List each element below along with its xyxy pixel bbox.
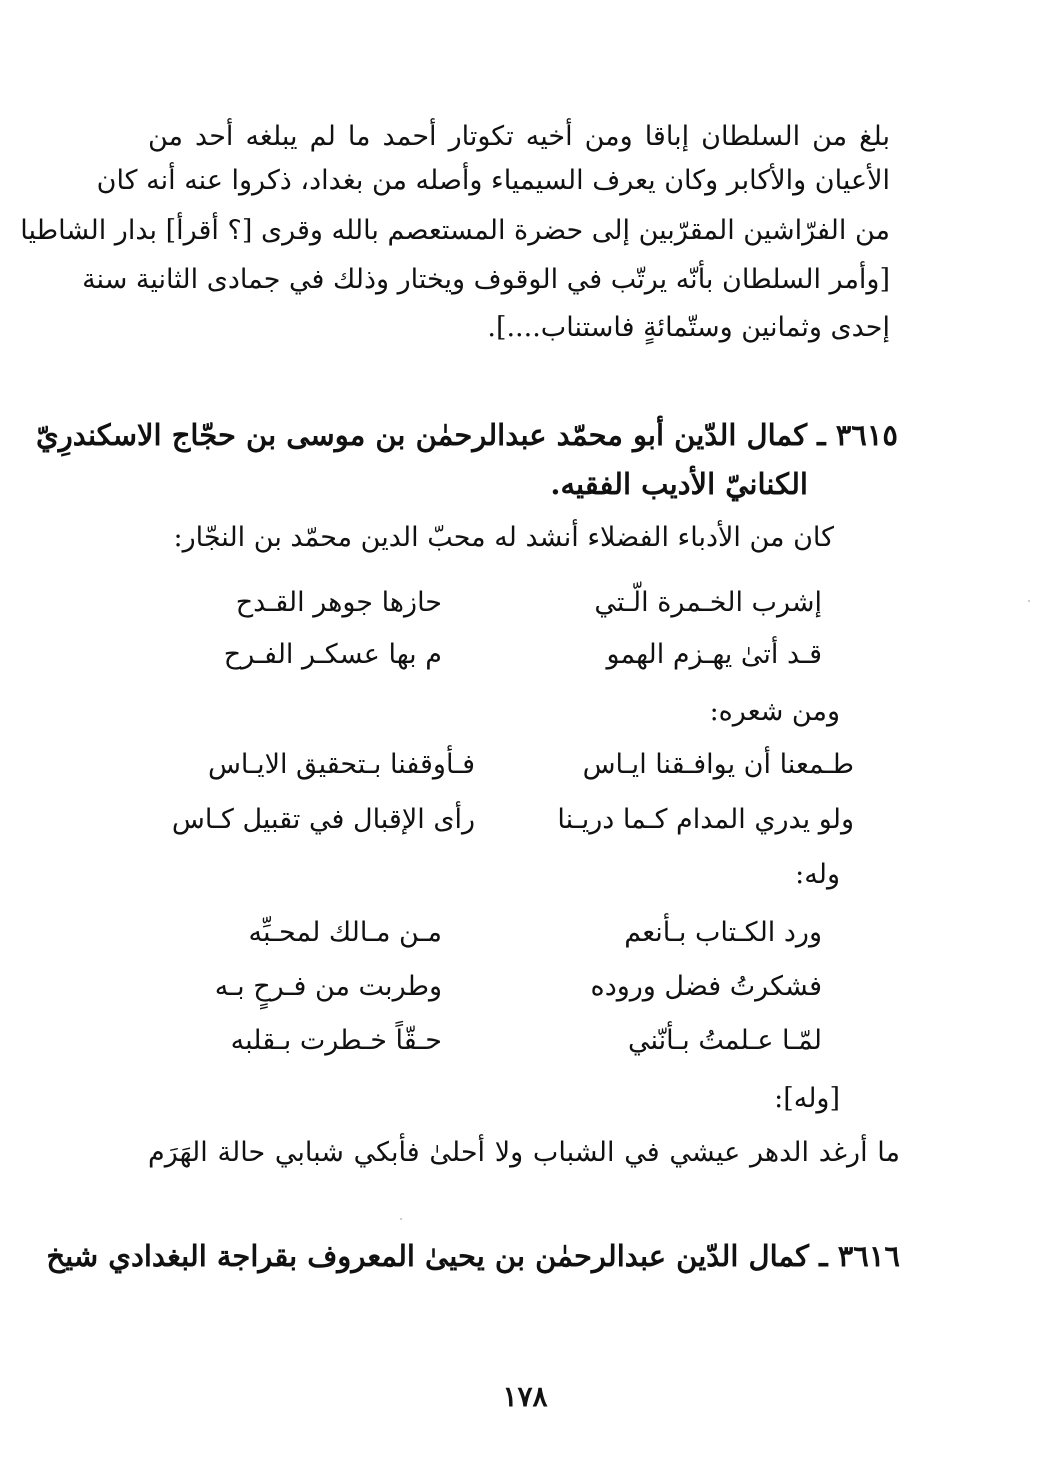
verse-hemistich-right: ورد الكـتاب بـأنعم xyxy=(624,917,822,948)
scan-speck xyxy=(400,1218,402,1220)
verse-hemistich-left: وطربت من فـرحٍ بـه xyxy=(214,971,442,1002)
paragraph-line-5: إحدى وثمانين وستّمائةٍ فاستناب....]. xyxy=(487,312,890,343)
verse-hemistich-left: فـأوقفنا بـتحقيق الايـاس xyxy=(207,749,475,780)
verse-hemistich-right: طـمعنا أن يوافـقنا ايـاس xyxy=(582,749,854,780)
paragraph-line-1: بلغ من السلطان إباقا ومن أخيه تكوتار أحمد ما لم يبلغه أحد من xyxy=(148,121,890,152)
verse-hemistich-left: مـن مـالك لمحـبِّه xyxy=(248,917,442,948)
section-label: ومن شعره: xyxy=(709,696,840,727)
section-label: وله: xyxy=(795,859,840,890)
entry-heading: ٣٦١٥ ـ كمال الدّين أبو محمّد عبدالرحمٰن بن موسى بن حجّاج الاسكندرِيّ xyxy=(36,418,898,452)
paragraph-line-3: من الفرّاشين المقرّبين إلى حضرة المستعصم بالله وقرى [؟ أقرأ] بدار الشاطيا xyxy=(20,215,890,246)
entry-heading: ٣٦١٦ ـ كمال الدّين عبدالرحمٰن بن يحيىٰ المعروف بقراجة البغدادي شيخ xyxy=(46,1239,900,1273)
page-number: ١٧٨ xyxy=(502,1380,548,1413)
verse-hemistich-left: م بها عسكـر الفـرح xyxy=(223,639,442,670)
verse-hemistich-left: حـقّاً خـطرت بـقلبه xyxy=(230,1025,442,1056)
verse-hemistich-right: قـد أتىٰ يهـزم الهمو xyxy=(606,639,822,670)
verse-hemistich-left: رأى الإقبال في تقبيل كـاس xyxy=(171,804,475,835)
verse-hemistich-left: حازها جوهر القـدح xyxy=(235,587,442,618)
verse-hemistich-right: ولو يدري المدام كـما دريـنا xyxy=(557,804,854,835)
verse-hemistich-right: فشكرتُ فضل وروده xyxy=(590,971,822,1002)
scan-speck xyxy=(1028,600,1030,602)
paragraph-line-4: [وأمر السلطان بأنّه يرتّب في الوقوف ويختار وذلك في جمادى الثانية سنة xyxy=(82,264,890,295)
entry-intro: كان من الأدباء الفضلاء أنشد له محبّ الدين محمّد بن النجّار: xyxy=(173,522,834,553)
entry-heading-continued: الكنانيّ الأديب الفقيه. xyxy=(550,467,808,501)
paragraph-line-2: الأعيان والأكابر وكان يعرف السيمياء وأصله من بغداد، ذكروا عنه أنه كان xyxy=(96,165,890,196)
section-label: [وله]: xyxy=(774,1083,840,1114)
single-verse: ما أرغد الدهر عيشي في الشباب ولا أحلىٰ فأبكي شبابي حالة الهَرَم xyxy=(148,1137,900,1168)
verse-hemistich-right: إشرب الخـمرة الّـتي xyxy=(594,587,822,618)
verse-hemistich-right: لمّـا عـلمتُ بـأنّني xyxy=(627,1025,822,1056)
